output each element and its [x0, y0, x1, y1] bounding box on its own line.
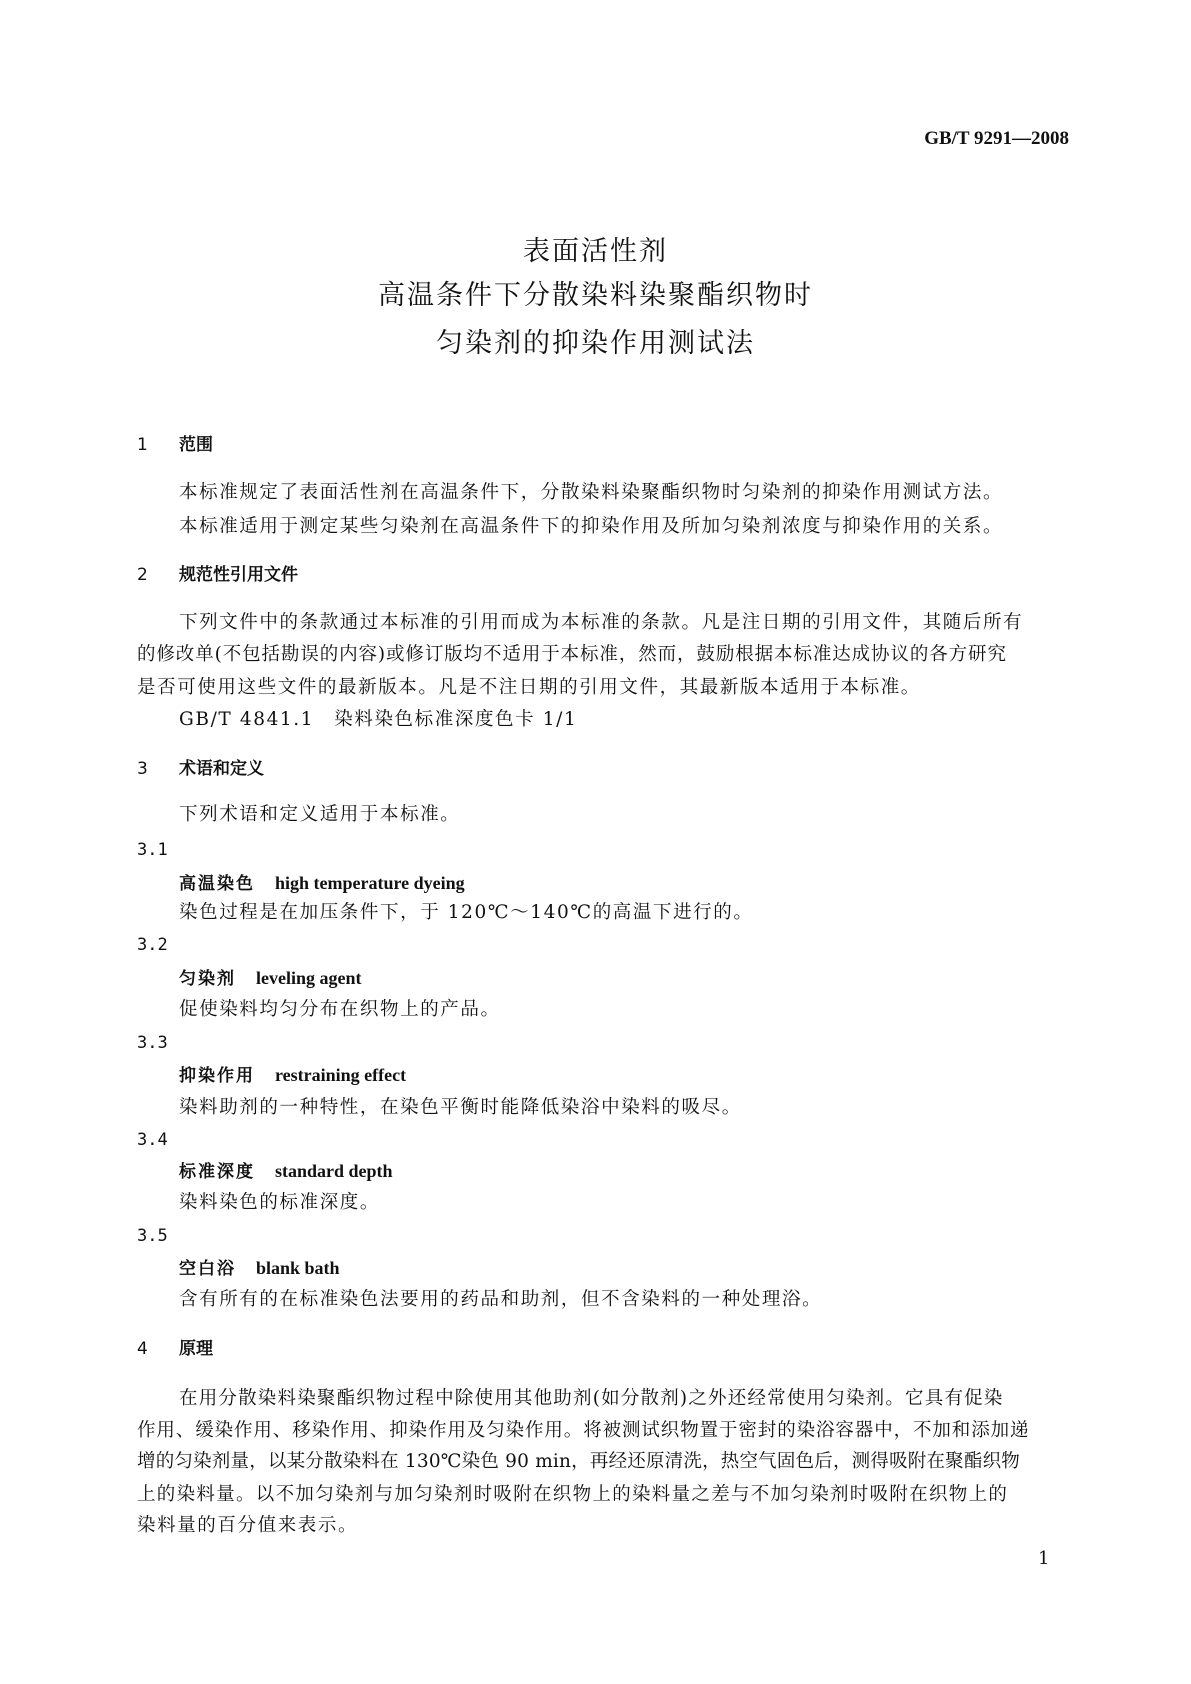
- term-definition: 染料染色的标准深度。: [179, 1192, 381, 1213]
- title-line-3: 匀染剂的抑染作用测试法: [436, 328, 755, 359]
- paragraph-line: 下列文件中的条款通过本标准的引用而成为本标准的条款。凡是注日期的引用文件，其随后所有: [179, 612, 1024, 633]
- section-title: 原理: [179, 1339, 213, 1359]
- term-number: 3.1: [137, 840, 168, 860]
- title-line-2: 高温条件下分散染料染聚酯织物时: [378, 280, 813, 311]
- term-definition: 染色过程是在加压条件下，于 120℃～140℃的高温下进行的。: [179, 902, 754, 923]
- section-title: 术语和定义: [179, 759, 264, 779]
- paragraph-line: 是否可使用这些文件的最新版本。凡是不注日期的引用文件，其最新版本适用于本标准。: [137, 677, 921, 698]
- normative-reference: GB/T 4841.1 染料染色标准深度色卡 1/1: [179, 709, 578, 730]
- term-zh: 高温染色: [179, 874, 255, 894]
- term-number: 3.2: [137, 935, 168, 955]
- term-definition: 促使染料均匀分布在织物上的产品。: [179, 999, 501, 1020]
- paragraph-line: 在用分散染料染聚酯织物过程中除使用其他助剂(如分散剂)之外还经常使用匀染剂。它具有促染: [179, 1388, 1004, 1409]
- section-number: 4: [137, 1339, 148, 1359]
- section-1-heading: [137, 433, 213, 457]
- paragraph-line: 本标准规定了表面活性剂在高温条件下，分散染料染聚酯织物时匀染剂的抑染作用测试方法。: [179, 482, 1004, 503]
- paragraph-line: 本标准适用于测定某些匀染剂在高温条件下的抑染作用及所加匀染剂浓度与抑染作用的关系。: [179, 516, 1004, 537]
- section-3-heading: [137, 757, 264, 781]
- term-zh: 空白浴: [179, 1259, 236, 1279]
- term-zh: 标准深度: [179, 1162, 255, 1182]
- paragraph-line: 下列术语和定义适用于本标准。: [179, 804, 461, 825]
- term-definition: 含有所有的在标准染色法要用的药品和助剂，但不含染料的一种处理浴。: [179, 1289, 823, 1310]
- term-en: high temperature dyeing: [275, 873, 465, 893]
- term-heading: [179, 1159, 393, 1184]
- term-en: restraining effect: [275, 1065, 407, 1085]
- section-number: 3: [137, 759, 148, 779]
- section-4-heading: [137, 1337, 213, 1361]
- paragraph-line: 上的染料量。以不加匀染剂与加匀染剂时吸附在织物上的染料量之差与不加匀染剂时吸附在织物上的: [137, 1484, 1009, 1505]
- paragraph-line: 的修改单(不包括勘误的内容)或修订版均不适用于本标准，然而，鼓励根据本标准达成协议的各方研究: [137, 644, 1007, 665]
- term-heading: [179, 1256, 340, 1281]
- page-number: 1: [1038, 1548, 1050, 1569]
- section-title: 范围: [179, 435, 213, 455]
- term-number: 3.4: [137, 1130, 168, 1150]
- term-number: 3.5: [137, 1226, 168, 1246]
- term-en: leveling agent: [256, 968, 362, 988]
- section-2-heading: [137, 563, 298, 587]
- section-title: 规范性引用文件: [179, 565, 298, 585]
- term-zh: 匀染剂: [179, 969, 236, 989]
- paragraph-line: 作用、缓染作用、移染作用、抑染作用及匀染作用。将被测试织物置于密封的染浴容器中，不加和添加递: [137, 1420, 1030, 1441]
- term-en: standard depth: [275, 1161, 393, 1181]
- paragraph-line: 增的匀染剂量，以某分散染料在 130℃染色 90 min，再经还原清洗，热空气固色后，测得吸附在聚酯织物: [137, 1451, 1020, 1472]
- standard-code: GB/T 9291—2008: [924, 128, 1069, 149]
- title-line-1: 表面活性剂: [523, 236, 668, 267]
- term-heading: [179, 1063, 406, 1088]
- term-definition: 染料助剂的一种特性，在染色平衡时能降低染浴中染料的吸尽。: [179, 1097, 742, 1118]
- term-heading: [179, 871, 465, 896]
- term-en: blank bath: [256, 1258, 340, 1278]
- term-number: 3.3: [137, 1033, 168, 1053]
- paragraph-line: 染料量的百分值来表示。: [137, 1515, 359, 1536]
- term-zh: 抑染作用: [179, 1066, 255, 1086]
- term-heading: [179, 966, 362, 991]
- section-number: 2: [137, 565, 148, 585]
- section-number: 1: [137, 435, 148, 455]
